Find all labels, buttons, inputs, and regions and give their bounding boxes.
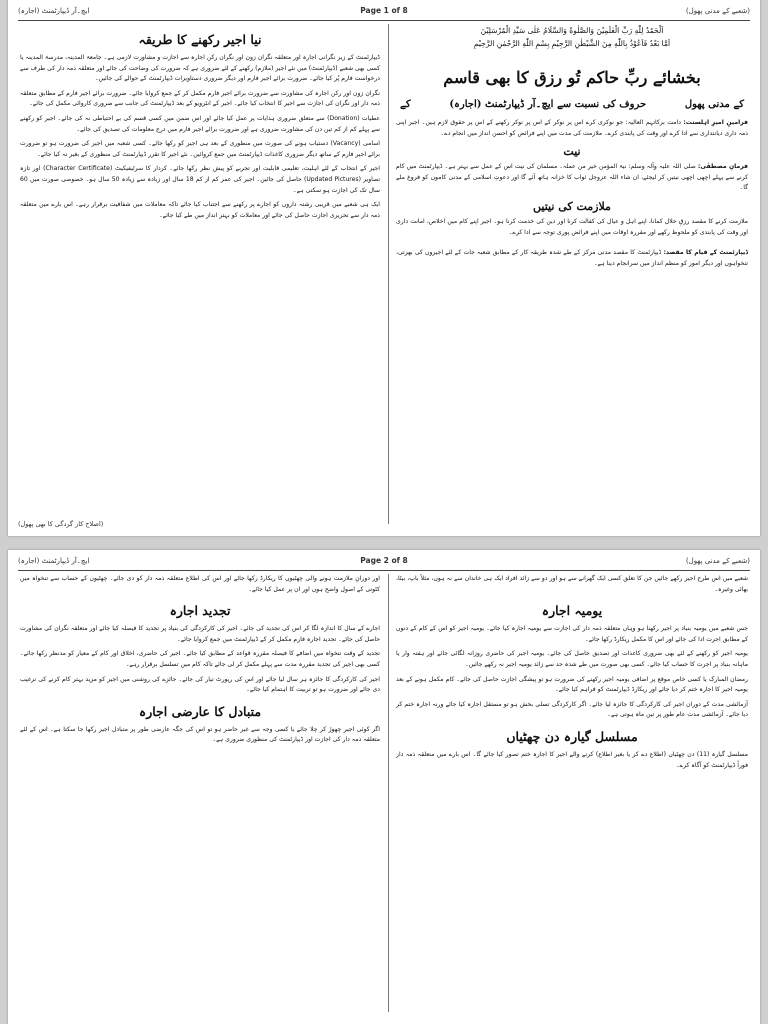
paragraph-label: فرمانِ مصطفٰی:: [697, 163, 748, 171]
page-number-label: Page 2 of 8: [360, 556, 408, 565]
paragraph: اگر کوئی اجیر چھوڑ کر چلا جائے یا کسی وجہ سے غیر حاضر ہو تو اس کی جگہ عارضی طور پر متبادل اجیر رکھا جا سکتا ہے۔ اس کے لئے متعلقہ ذمہ دار کی اجازت اور ڈیپارٹمنٹ کی منظوری ضروری ہے۔: [20, 725, 380, 744]
right-column: [396, 574, 748, 1014]
bismillah-line-2: اَمَّا بَعْدُ فَاَعُوْذُ بِاللّٰهِ مِنَ الشَّیْطٰنِ الرَّجِیْمِ بِسْمِ اللّٰهِ الرَّحْمٰنِ الرَّحِیْمِ: [473, 39, 671, 48]
page-header: [18, 4, 750, 18]
paragraph: اسامی (Vacancy) دستیاب ہونے کی صورت میں منظوری کے بعد ہی اجیر کو رکھا جائے۔ کسی شعبہ میں اجیر کی ضرورت ہو تو ضرورت برائے اجیر فارم کے ساتھ دیگر ضروری کاغذات ڈیپارٹمنٹ میں جمع کروائیں۔ نئے اجیر کا تقرر ڈیپارٹمنٹ کی منظوری کے بغیر نہ کیا جائے۔: [20, 140, 380, 158]
paragraph: مسلسل گیارہ (11) دن چھٹیاں (اطلاع دے کر یا بغیر اطلاع) کرنے والے اجیر کا اجارہ ختم تصور کیا جائے گا۔ اس بارے میں متعلقہ ذمہ دار فوراً ڈیپارٹمنٹ کو آگاہ کرے۔: [396, 750, 748, 769]
header-rule: [18, 570, 750, 571]
column-divider: [388, 574, 389, 1012]
paragraph-text: ملازمت کرنے کا مقصد رزقِ حلال کمانا، اپنے اہل و عیال کی کفالت کرنا اور دین کی خدمت کرنا ہو۔ اجیر اپنے کام میں اخلاص، امانت داری اور وقت کی پابندی کو ملحوظ رکھے اور مقررہ اوقات میں اپنے فرائض پوری توجہ سے ادا کرے۔: [396, 217, 748, 236]
section-heading: نیت: [563, 145, 581, 159]
paragraph: نگران زون اور رکن اجارہ کی مشاورت سے ضرورت برائے اجیر فارم مکمل کر کے جمع کروایا جائے۔ ضرورت برائے اجیر فارم کے مطابق متعلقہ ذمہ دار اور نگران کی اجازت سے اجیر کا انتخاب کیا جائے۔ اجیر کے انٹرویو کے بعد ڈیپارٹمنٹ کی جانب سے ضروری کاروائی مکمل کی جائے۔: [20, 89, 380, 108]
page-header: [18, 554, 750, 568]
paragraph: تجدید کے وقت تنخواہ میں اضافے کا فیصلہ مقررہ قواعد کے مطابق کیا جائے۔ اجیر کی حاضری، اخلاق اور کام کے معیار کو مدنظر رکھا جائے۔ کسی بھی اجیر کی تجدید مقررہ مدت سے پہلے مکمل کر لی جائے تاکہ کام میں تسلسل برقرار رہے۔: [20, 650, 380, 668]
section-heading: مسلسل گیارہ دن چھٹیاں: [506, 728, 638, 744]
title-subline-center: حروف کی نسبت سے ایچ۔آر ڈیپارٹمنٹ (اجارہ): [449, 99, 647, 110]
header-right-text: (شعبے کے مدنی پھول): [685, 557, 750, 565]
paragraph: [396, 162, 748, 194]
paragraph: [396, 248, 748, 269]
title-subline-left: کے: [400, 99, 411, 110]
column-divider: [388, 24, 389, 524]
paragraph: رمضان المبارک یا کسی خاص موقع پر اضافی یومیہ اجیر رکھنے کی ضرورت ہو تو پیشگی اجازت حاصل کی جائے۔ کام مکمل ہونے کے بعد یومیہ اجیر کا اجارہ ختم کر دیا جائے اور ریکارڈ ڈیپارٹمنٹ کو فراہم کیا جائے۔: [396, 675, 748, 694]
page-footer: [18, 520, 750, 532]
paragraph-text: دامت برکاتہم العالیہ: جو نوکری کرے اس پر نوکر کے اس پر نوکر رکھنے کے اس پر حقوق لازم ہیں۔ اجیر اپنی ذمہ داری دیانتداری سے ادا کرے اور وقت کی پابندی کرے۔ ملازمت کی مدت میں اپنے فرائض کو احسن انداز میں انجام دے۔: [396, 119, 748, 137]
paragraph: [396, 118, 748, 139]
header-rule: [18, 20, 750, 21]
paragraph: [396, 217, 748, 238]
paragraph: شعبے میں اس طرح اجیر رکھے جائیں جن کا تعلق کسی ایک گھرانے سے ہو اور دو سے زائد افراد ایک ہی خاندان سے نہ ہوں، مثلاً باپ، بیٹا، بھائی وغیرہ۔: [396, 575, 748, 593]
title-subline-right: کے مدنی پھول: [684, 99, 744, 110]
paragraph: جس شعبے میں یومیہ بنیاد پر اجیر رکھنا ہو وہاں متعلقہ ذمہ دار کی اجازت سے یومیہ اجارہ کیا جائے۔ یومیہ اجیر کو اس کے کام کے دنوں کے مطابق اجرت ادا کی جائے اور اس کا مکمل ریکارڈ رکھا جائے۔: [396, 625, 748, 643]
bismillah-line-1: اَلْحَمْدُ لِلّٰهِ رَبِّ الْعٰلَمِیْنَ وَالصَّلٰوةُ وَالسَّلَامُ عَلٰی سَیِّدِ الْمُرْسَلِیْنَ: [480, 26, 664, 35]
document-title: بخشائے ربِّ حاکم تُو رزق کا بھی قاسم: [443, 68, 701, 87]
page-number-label: Page 1 of 8: [360, 6, 408, 15]
paragraph: اور دورانِ ملازمت ہونے والی چھٹیوں کا ریکارڈ رکھا جائے اور اس کی اطلاع متعلقہ ذمہ دار کو دی جائے۔ چھٹیوں کے حساب سے تنخواہ میں کٹوتی کے اصول واضح ہوں اور ان پر عمل کیا جائے۔: [20, 575, 380, 593]
document-page-2: [8, 550, 760, 1024]
paragraph: یومیہ اجیر کو رکھنے کے لئے بھی ضروری کاغذات اور تصدیق حاصل کی جائے۔ یومیہ اجیر کی حاضری روزانہ لگائی جائے اور ہفتہ وار یا ماہانہ بنیاد پر اجرت کا حساب کیا جائے۔ کسی بھی صورت میں طے شدہ حد سے زائد یومیہ اجیر نہ رکھے جائیں۔: [396, 650, 748, 668]
paragraph: ڈیپارٹمنٹ کے زیر نگرانی اجارہ اور متعلقہ نگران زون اور نگران رکن اجارہ سے اجازت و مشاورت لازمی ہے۔ جامعۃ المدینہ، مدرسۃ المدینہ یا کسی بھی شعبے (ڈیپارٹمنٹ) میں نئے اجیر (ملازم) رکھنے کے لئے ضروری ہے کہ ضرورت کی وضاحت کی جائے اور متعلقہ ذمہ دار کی طرف سے درخواست فارم پُر کیا جائے۔ ضرورت برائے اجیر فارم اور دیگر ضروری دستاویزات ڈیپارٹمنٹ کے حوالے کی جائیں۔: [20, 54, 380, 83]
section-heading: تجدید اجارہ: [169, 603, 231, 619]
paragraph: عطیات (Donation) سے متعلق ضروری ہدایات پر عمل کیا جائے اور اس ضمن میں کسی قسم کی بے احتیاطی نہ کی جائے۔ اجیر کو رکھنے سے پہلے کم از کم تین دن کی مشاورت ضروری ہے اور ضرورت برائے اجیر فارم میں درج معلومات کی تصدیق کی جائے۔: [20, 114, 380, 133]
section-heading: نیا اجیر رکھنے کا طریقہ: [138, 32, 262, 47]
left-column: [20, 574, 380, 1014]
section-heading: ملازمت کی نیتیں: [533, 199, 611, 213]
paragraph-text: ڈیپارٹمنٹ کا مقصد مدنی مرکز کے طے شدہ طریقہ کار کے مطابق شعبہ جات کے لئے اجیروں کی بھرتی، تنخواہوں اور دیگر امور کو منظم انداز میں سرانجام دینا ہے۔: [396, 249, 748, 267]
paragraph-label: فرامینِ امیرِ اہلسنت:: [683, 119, 749, 126]
title-subline: [400, 99, 744, 110]
right-column: [396, 24, 748, 526]
footer-left-text: (اصلاح کار گردگی کا بھی پھول): [18, 520, 104, 528]
paragraph: آزمائشی مدت کے دوران اجیر کی کارکردگی کا جائزہ لیا جائے۔ اگر کارکردگی تسلی بخش ہو تو مستقل اجارہ کیا جائے ورنہ اجارہ ختم کر دیا جائے۔ آزمائشی مدت عام طور پر تین ماہ ہوتی ہے۔: [396, 700, 748, 719]
header-left-text: (ایچ۔آر ڈیپارٹمنٹ (اجارہ: [18, 7, 90, 15]
header-left-text: (ایچ۔آر ڈیپارٹمنٹ (اجارہ: [18, 557, 90, 565]
paragraph: ایک ہی شعبے میں قریبی رشتہ داروں کو اجارے پر رکھنے سے اجتناب کیا جائے تاکہ معاملات میں شفافیت برقرار رہے۔ اس بارے میں متعلقہ ذمہ دار سے تحریری اجازت حاصل کی جائے اور معاملات کو بہتر انداز میں طے کیا جائے۔: [20, 201, 380, 219]
header-right-text: (شعبے کے مدنی پھول): [685, 7, 750, 15]
paragraph-text: صلی اللہ علیہ وآلہ وسلم: نیۃ المؤمن خیر من عملہ۔ مسلمان کی نیت اس کے عمل سے بہتر ہے۔ ڈیپارٹمنٹ میں کام کرنے سے پہلے اچھی اچھی نیتیں کر لیجئے، ان شاء اللہ عزوجل ثواب کا خزانہ ہاتھ آئے گا اور دعوتِ اسلامی کے مدنی کاموں کو فروغ ملے گا۔: [396, 163, 748, 192]
left-column: [20, 24, 380, 526]
section-heading: متبادل کا عارضی اجارہ: [138, 703, 262, 719]
paragraph: اجیر کی کارکردگی کا جائزہ ہر سال لیا جائے اور اس کی رپورٹ تیار کی جائے۔ جائزے کی روشنی میں اجیر کو مزید بہتر کام کرنے کی ترغیب دی جائے اور ضرورت ہو تو تربیت کا اہتمام کیا جائے۔: [20, 675, 380, 694]
document-page-1: [8, 0, 760, 536]
paragraph: اجیر کے انتخاب کے لئے اہلیت، تعلیمی قابلیت اور تجربے کو پیش نظر رکھا جائے۔ کردار کا سرٹیفیکیٹ (Character Certificate) اور تازہ تصاویر (Updated Pictures) حاصل کی جائیں۔ اجیر کی عمر کم از کم 18 سال اور زیادہ سے زیادہ 50 سال ہو۔ خصوصی صورت میں 60 سال تک کی اجازت ہو سکتی ہے۔: [20, 165, 381, 194]
paragraph: اجارے کے سال کا اندازہ لگا کر اس کی تجدید کی جائے۔ اجیر کی کارکردگی کی بنیاد پر تجدید کا فیصلہ کیا جائے اور متعلقہ نگران کی مشاورت حاصل کی جائے۔ تجدید اجارہ فارم مکمل کر کے ڈیپارٹمنٹ میں جمع کروایا جائے۔: [20, 625, 380, 643]
paragraph-label: ڈیپارٹمنٹ کے قیام کا مقصد:: [663, 249, 748, 257]
section-heading: یومیہ اجارہ: [541, 603, 603, 619]
